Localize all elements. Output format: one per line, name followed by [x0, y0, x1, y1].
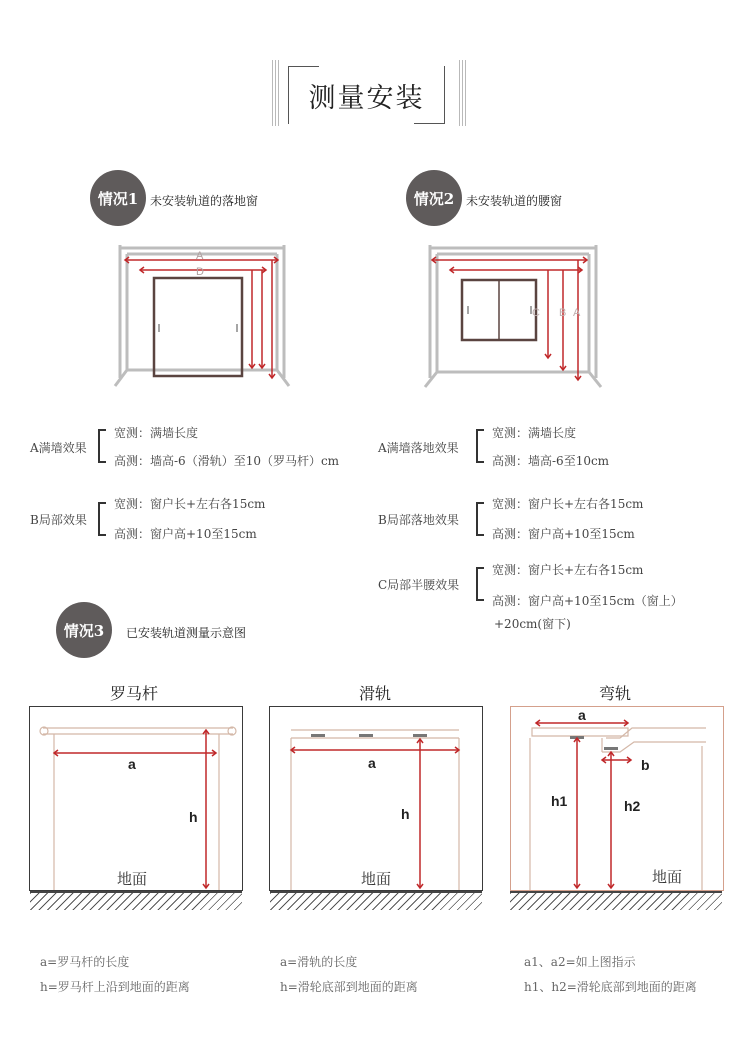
right-spec-c-label: C局部半腰效果	[378, 578, 460, 592]
case2-title: 未安装轨道的腰窗	[466, 194, 563, 208]
right-spec-b-label: B局部落地效果	[378, 513, 459, 527]
roman-rod-caption-a: a=罗马杆的长度	[40, 955, 130, 969]
right-spec-a-height: 高测：墙高-6至10cm	[492, 454, 610, 468]
left-spec-b-width: 宽测：窗户长+左右各15cm	[114, 497, 266, 511]
slide-rail-ground-label: 地面	[361, 871, 392, 888]
roman-rod-ground-label: 地面	[117, 871, 148, 888]
case1-label-a: A	[196, 250, 204, 262]
roman-rod-label-h: h	[189, 809, 198, 825]
diagram-slide-rail	[269, 706, 483, 891]
bent-rail-ground-label: 地面	[652, 869, 683, 886]
bent-rail-label-b: b	[641, 757, 650, 773]
case2-label-a: A	[573, 307, 581, 319]
left-spec-b-bracket	[98, 502, 106, 536]
left-spec-a-height: 高测：墙高-6（滑轨）至10（罗马杆）cm	[114, 454, 340, 468]
slide-rail-caption-a: a=滑轨的长度	[280, 955, 358, 969]
right-spec-c-height: 高测：窗户高+10至15cm（窗上）	[492, 594, 683, 608]
right-spec-b-height: 高测：窗户高+10至15cm	[492, 527, 635, 541]
bent-rail-caption-a: a1、a2=如上图指示	[524, 955, 636, 969]
right-spec-a-label: A满墙落地效果	[378, 441, 459, 455]
bent-rail-label-h1: h1	[551, 793, 568, 809]
case2-badge: 情况2	[406, 170, 462, 226]
case2-label-b: B	[559, 307, 567, 319]
right-spec-a-bracket	[476, 429, 484, 463]
case3-title: 已安装轨道测量示意图	[126, 626, 247, 640]
bent-rail-caption-h: h1、h2=滑轮底部到地面的距离	[524, 980, 697, 994]
case1-badge: 情况1	[90, 170, 146, 226]
right-spec-c-height-cont: +20cm(窗下)	[494, 617, 571, 631]
bent-rail-label-h2: h2	[624, 798, 641, 814]
left-spec-a-width: 宽测：满墙长度	[114, 426, 199, 440]
right-spec-a-width: 宽测：满墙长度	[492, 426, 577, 440]
right-spec-b-bracket	[476, 502, 484, 536]
page-title: 测量安装	[308, 83, 425, 114]
case2-label-c: C	[532, 307, 540, 319]
slide-rail-caption-h: h=滑轮底部到地面的距离	[280, 980, 418, 994]
diagram-slide-rail-title: 滑轨	[358, 684, 391, 703]
diagram-slide-rail-ground	[270, 891, 482, 910]
case1-title: 未安装轨道的落地窗	[150, 194, 259, 208]
slide-rail-label-a: a	[368, 755, 376, 771]
diagram-roman-rod	[29, 706, 243, 891]
left-spec-b-label: B局部效果	[30, 513, 87, 527]
roman-rod-caption-h: h=罗马杆上沿到地面的距离	[40, 980, 190, 994]
title-frame	[288, 66, 445, 124]
diagram-bent-rail-ground	[510, 891, 722, 910]
title-hatch-left	[270, 60, 279, 126]
diagram-bent-rail-title: 弯轨	[598, 684, 631, 703]
case1-label-d: D	[196, 266, 204, 278]
case1-room-diagram	[112, 240, 292, 390]
slide-rail-label-h: h	[401, 806, 410, 822]
case2-room-diagram	[422, 240, 607, 390]
roman-rod-label-a: a	[128, 756, 136, 772]
diagram-bent-rail	[510, 706, 724, 891]
right-spec-c-bracket	[476, 567, 484, 601]
right-spec-b-width: 宽测：窗户长+左右各15cm	[492, 497, 644, 511]
left-spec-b-height: 高测：窗户高+10至15cm	[114, 527, 257, 541]
left-spec-a-label: A满墙效果	[30, 441, 87, 455]
case3-badge: 情况3	[56, 602, 112, 658]
right-spec-c-width: 宽测：窗户长+左右各15cm	[492, 563, 644, 577]
title-hatch-right	[457, 60, 466, 126]
bent-rail-label-a: a	[578, 707, 586, 723]
left-spec-a-bracket	[98, 429, 106, 463]
diagram-roman-rod-ground	[30, 891, 242, 910]
diagram-roman-rod-title: 罗马杆	[109, 684, 158, 703]
